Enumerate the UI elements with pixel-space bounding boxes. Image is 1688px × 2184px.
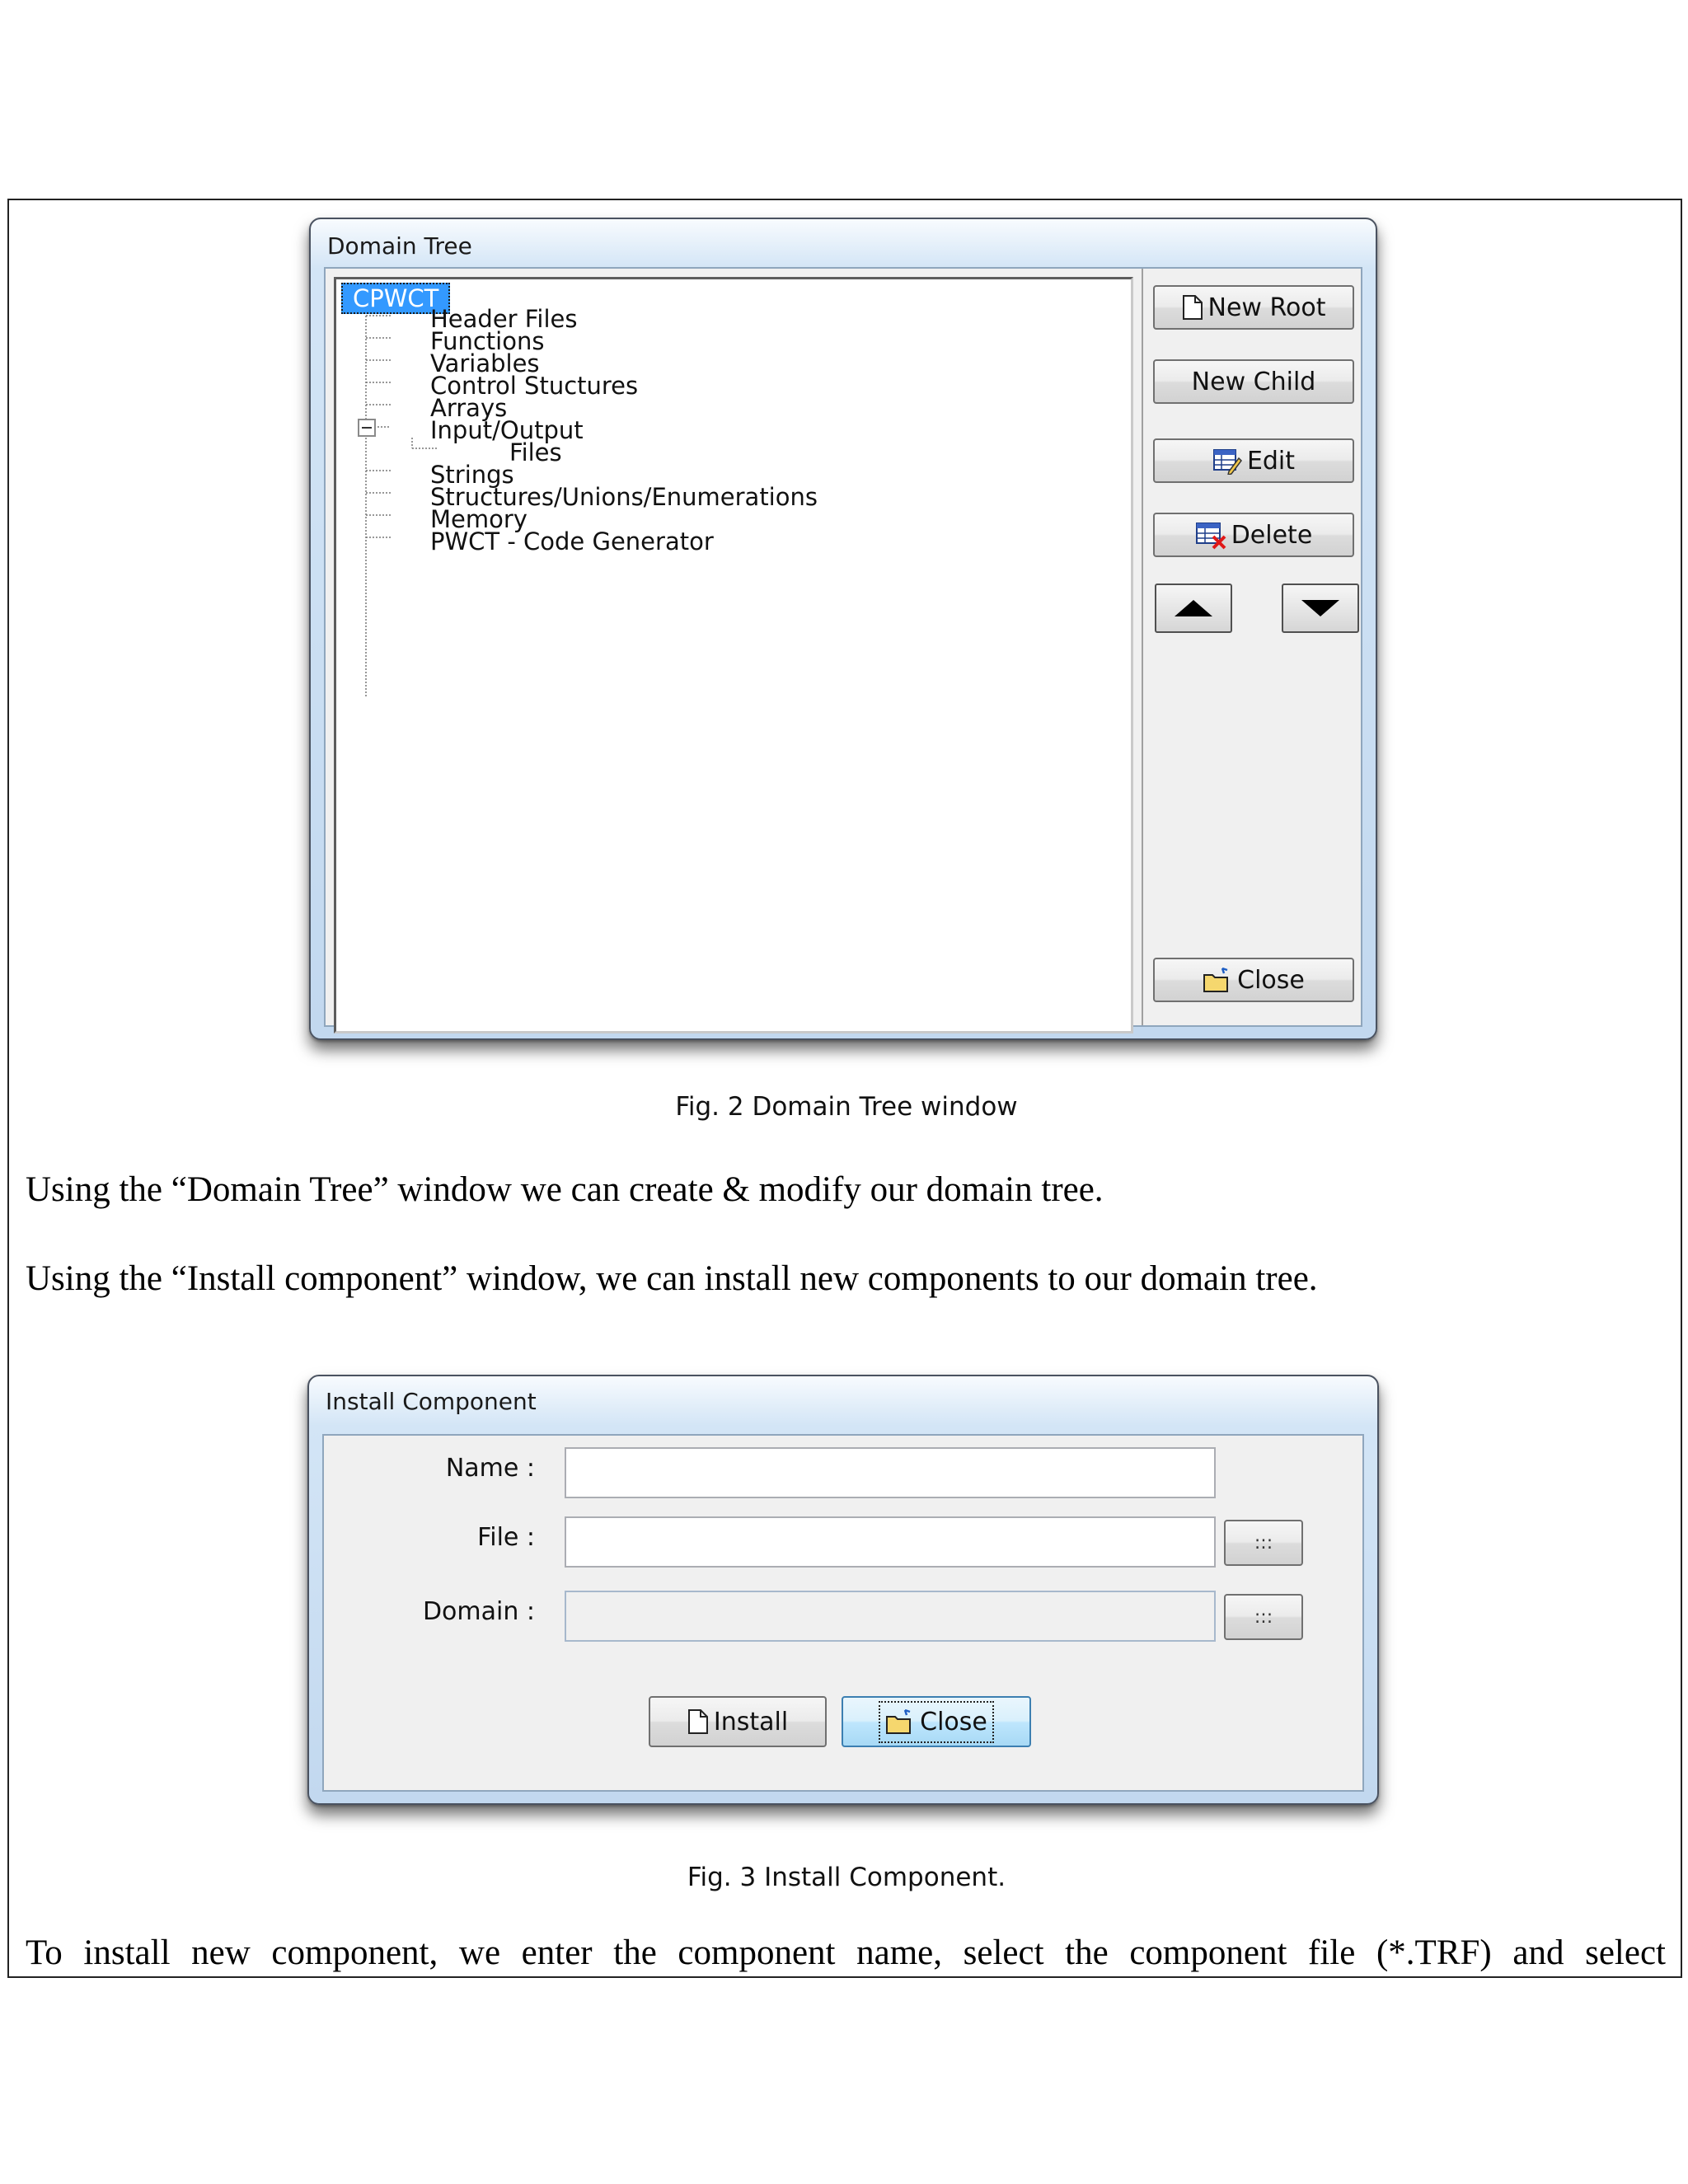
tree-node-variables[interactable]: Variables	[430, 349, 540, 377]
folder-close-icon	[1203, 967, 1232, 993]
window-client-area	[324, 267, 1362, 1027]
delete-table-icon	[1195, 520, 1226, 550]
window-client-area	[322, 1434, 1364, 1792]
tree-node-structures-unions-enumerations[interactable]: Structures/Unions/Enumerations	[430, 483, 818, 511]
name-input[interactable]	[565, 1447, 1216, 1498]
domain-tree-view[interactable]	[334, 277, 1133, 1033]
install-component-window	[307, 1375, 1379, 1805]
browse-domain-button[interactable]: :::	[1224, 1594, 1303, 1640]
file-label: File :	[477, 1523, 535, 1552]
close-label: Close	[920, 1707, 987, 1736]
file-input[interactable]	[565, 1516, 1216, 1568]
folder-close-icon	[885, 1708, 915, 1735]
tree-node-cpwct[interactable]: CPWCT	[341, 283, 450, 314]
tree-node-pwct-code-generator[interactable]: PWCT - Code Generator	[430, 527, 714, 555]
tree-node-input-output[interactable]: Input/Output	[430, 416, 584, 444]
edit-button[interactable]	[1153, 438, 1354, 483]
move-down-button[interactable]	[1282, 583, 1359, 633]
tree-node-functions[interactable]: Functions	[430, 327, 545, 355]
arrow-up-icon	[1173, 598, 1214, 618]
new-child-label: New Child	[1191, 367, 1316, 396]
domain-input	[565, 1591, 1216, 1642]
delete-button[interactable]	[1153, 513, 1354, 557]
move-up-button[interactable]	[1155, 583, 1232, 633]
new-root-button[interactable]	[1153, 285, 1354, 330]
browse-file-button[interactable]: :::	[1224, 1520, 1303, 1566]
edit-label: Edit	[1246, 446, 1296, 476]
install-button[interactable]	[649, 1696, 827, 1747]
install-label: Install	[713, 1707, 789, 1736]
paragraph-install-component: Using the “Install component” window, we can install new components to our domain tree.	[26, 1259, 1318, 1298]
new-root-label: New Root	[1207, 293, 1326, 322]
window-title: Domain Tree	[327, 232, 472, 260]
pane-divider	[1142, 269, 1143, 1025]
close-button[interactable]	[1153, 958, 1354, 1002]
page-frame	[7, 199, 1682, 1978]
document-icon	[687, 1708, 709, 1735]
edit-table-icon	[1212, 447, 1242, 475]
tree-node-control-structures[interactable]: Control Stuctures	[430, 372, 639, 400]
paragraph-domain-tree: Using the “Domain Tree” window we can create & modify our domain tree.	[26, 1170, 1104, 1209]
delete-label: Delete	[1231, 520, 1313, 550]
arrow-down-icon	[1300, 598, 1341, 618]
new-child-button[interactable]	[1153, 359, 1354, 404]
tree-node-files[interactable]: Files	[509, 438, 562, 466]
window-title: Install Component	[326, 1388, 537, 1415]
paragraph-install-steps: To install new component, we enter the component name, select the component file (*.TRF) and select	[26, 1933, 1666, 1972]
close-label: Close	[1237, 965, 1305, 995]
figure-2-caption: Fig. 2 Domain Tree window	[675, 1092, 1018, 1122]
domain-label: Domain :	[422, 1597, 535, 1626]
close-button-focus	[885, 1708, 987, 1736]
tree-node-memory[interactable]: Memory	[430, 505, 528, 533]
tree-node-arrays[interactable]: Arrays	[430, 394, 508, 422]
domain-tree-window	[309, 218, 1377, 1040]
tree-node-header-files[interactable]: Header Files	[430, 305, 578, 333]
collapse-icon[interactable]	[358, 419, 376, 437]
document-icon	[1182, 294, 1203, 321]
name-label: Name :	[445, 1454, 535, 1483]
tree-node-strings[interactable]: Strings	[430, 461, 514, 489]
figure-3-caption: Fig. 3 Install Component.	[687, 1863, 1006, 1892]
close-button[interactable]	[842, 1696, 1031, 1747]
